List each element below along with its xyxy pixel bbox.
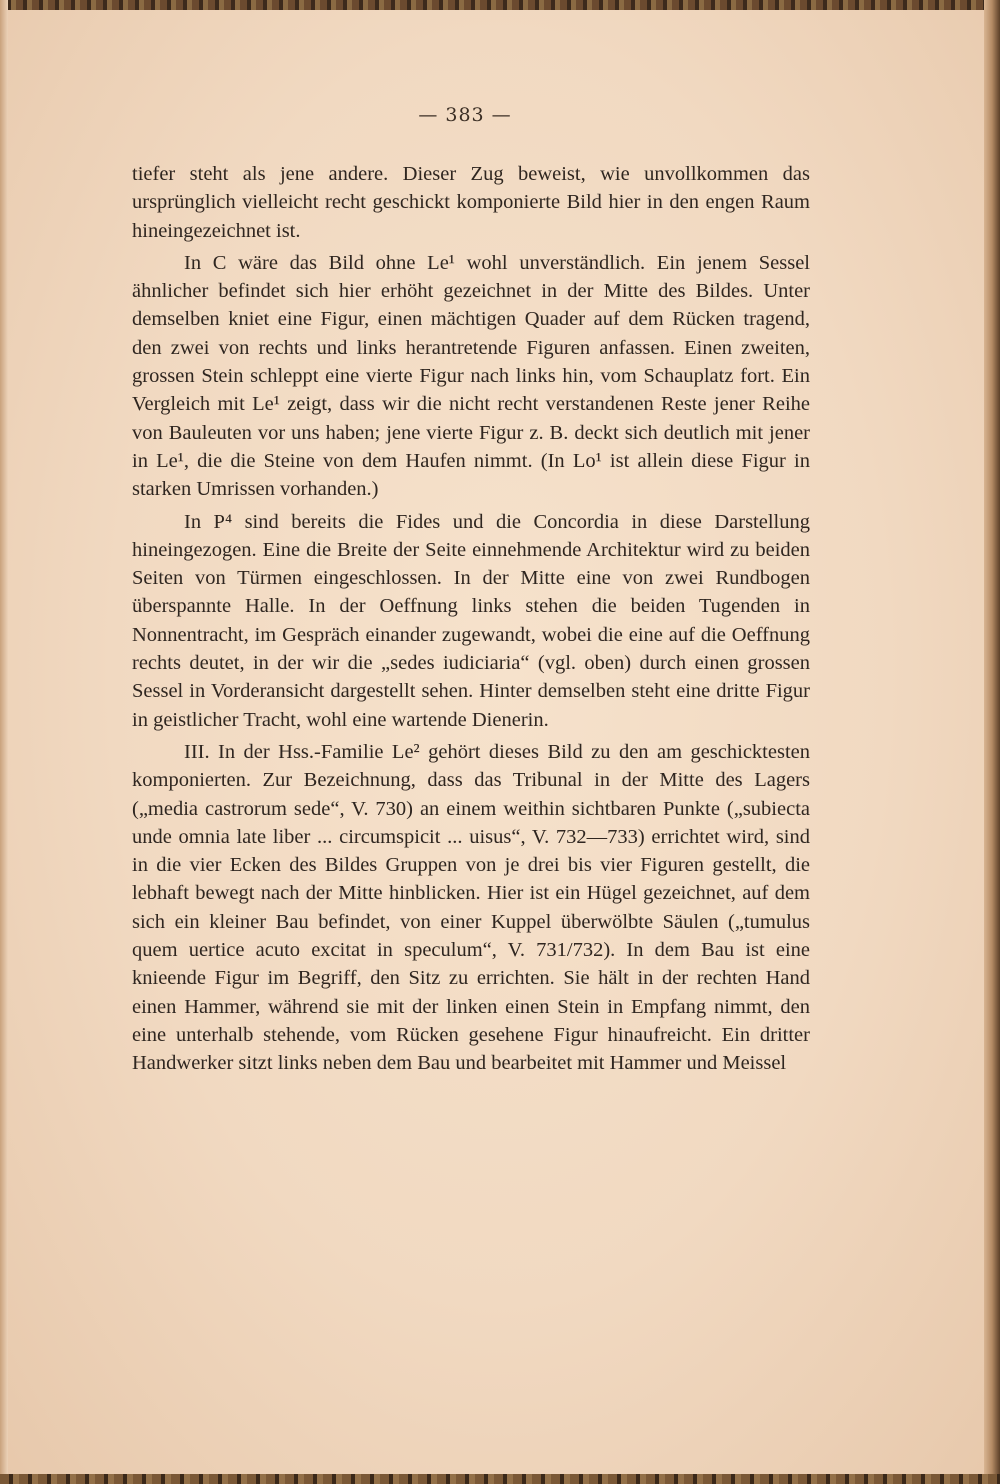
page-right-edge	[984, 0, 1000, 1484]
paragraph-continuation: tiefer steht als jene andere. Dieser Zug beweist, wie unvollkommen das ursprünglich vielleicht recht geschickt komponierte Bild hier in den engen Raum hineingezeichnet ist.	[132, 163, 810, 242]
body-text	[132, 160, 810, 1082]
book-cover-top-edge	[0, 0, 1000, 10]
page-number: — 383 —	[418, 104, 512, 126]
page-gutter-shadow	[0, 0, 8, 1484]
book-cover-bottom-edge	[0, 1474, 1000, 1484]
paragraph-p4: In P⁴ sind bereits die Fides und die Concordia in diese Darstellung hineingezogen. Eine die Breite der Seite einnehmende Architektur wird zu beiden Seiten von Türmen eingeschlossen. In der Mitte eine von zwei Rundbogen überspannte Halle. In der Oeffnung links stehen die beiden Tugenden in Nonnentracht, im Gespräch einander zugewandt, wobei die eine auf die Oeffnung rechts deutet, in der wir die „sedes iudiciaria“ (vgl. oben) durch einen grossen Sessel in Vorderansicht dargestellt sehen. Hinter demselben steht eine dritte Figur in geistlicher Tracht, wohl eine wartende Dienerin.	[132, 510, 810, 731]
paragraph-iii: III. In der Hss.-Familie Le² gehört dieses Bild zu den am geschicktesten komponierten. Zur Bezeichnung, dass das Tribunal in der Mitte des Lagers („media castrorum sede“, V. 730) an einem weithin sichtbaren Punkte („subiecta unde omnia late liber ... circumspicit ... uisus“, V. 732—733) errichtet wird, sind in die vier Ecken des Bildes Gruppen von je drei bis vier Figuren gestellt, die lebhaft bewegt nach der Mitte hinblicken. Hier ist ein Hügel gezeichnet, auf dem sich ein kleiner Bau befindet, von einer Kuppel überwölbte Säulen („tumulus quem uertice acuto excitat in speculum“, V. 731/732). In dem Bau ist eine knieende Figur im Begriff, den Sitz zu errichten. Sie hält in der rechten Hand einen Hammer, während sie mit der linken einen Stein in Empfang nimmt, den eine unterhalb stehende, vom Rücken gesehene Figur hinaufreicht. Ein dritter Handwerker sitzt links neben dem Bau und bearbeitet mit Hammer und Meissel	[132, 740, 810, 1075]
paragraph-c: In C wäre das Bild ohne Le¹ wohl unverständlich. Ein jenem Sessel ähnlicher befindet sich hier erhöht gezeichnet in der Mitte des Bildes. Unter demselben kniet eine Figur, einen mächtigen Quader auf dem Rücken tragend, den zwei von rechts und links herantretende Figuren anfassen. Einen zweiten, grossen Stein schleppt eine vierte Figur nach links hin, vom Schauplatz fort. Ein Vergleich mit Le¹ zeigt, dass wir die nicht recht verstandenen Reste jener Reihe von Bauleuten vor uns haben; jene vierte Figur z. B. deckt sich deutlich mit jener in Le¹, die die Steine von dem Haufen nimmt. (In Lo¹ ist allein diese Figur in starken Umrissen vorhanden.)	[132, 251, 810, 501]
